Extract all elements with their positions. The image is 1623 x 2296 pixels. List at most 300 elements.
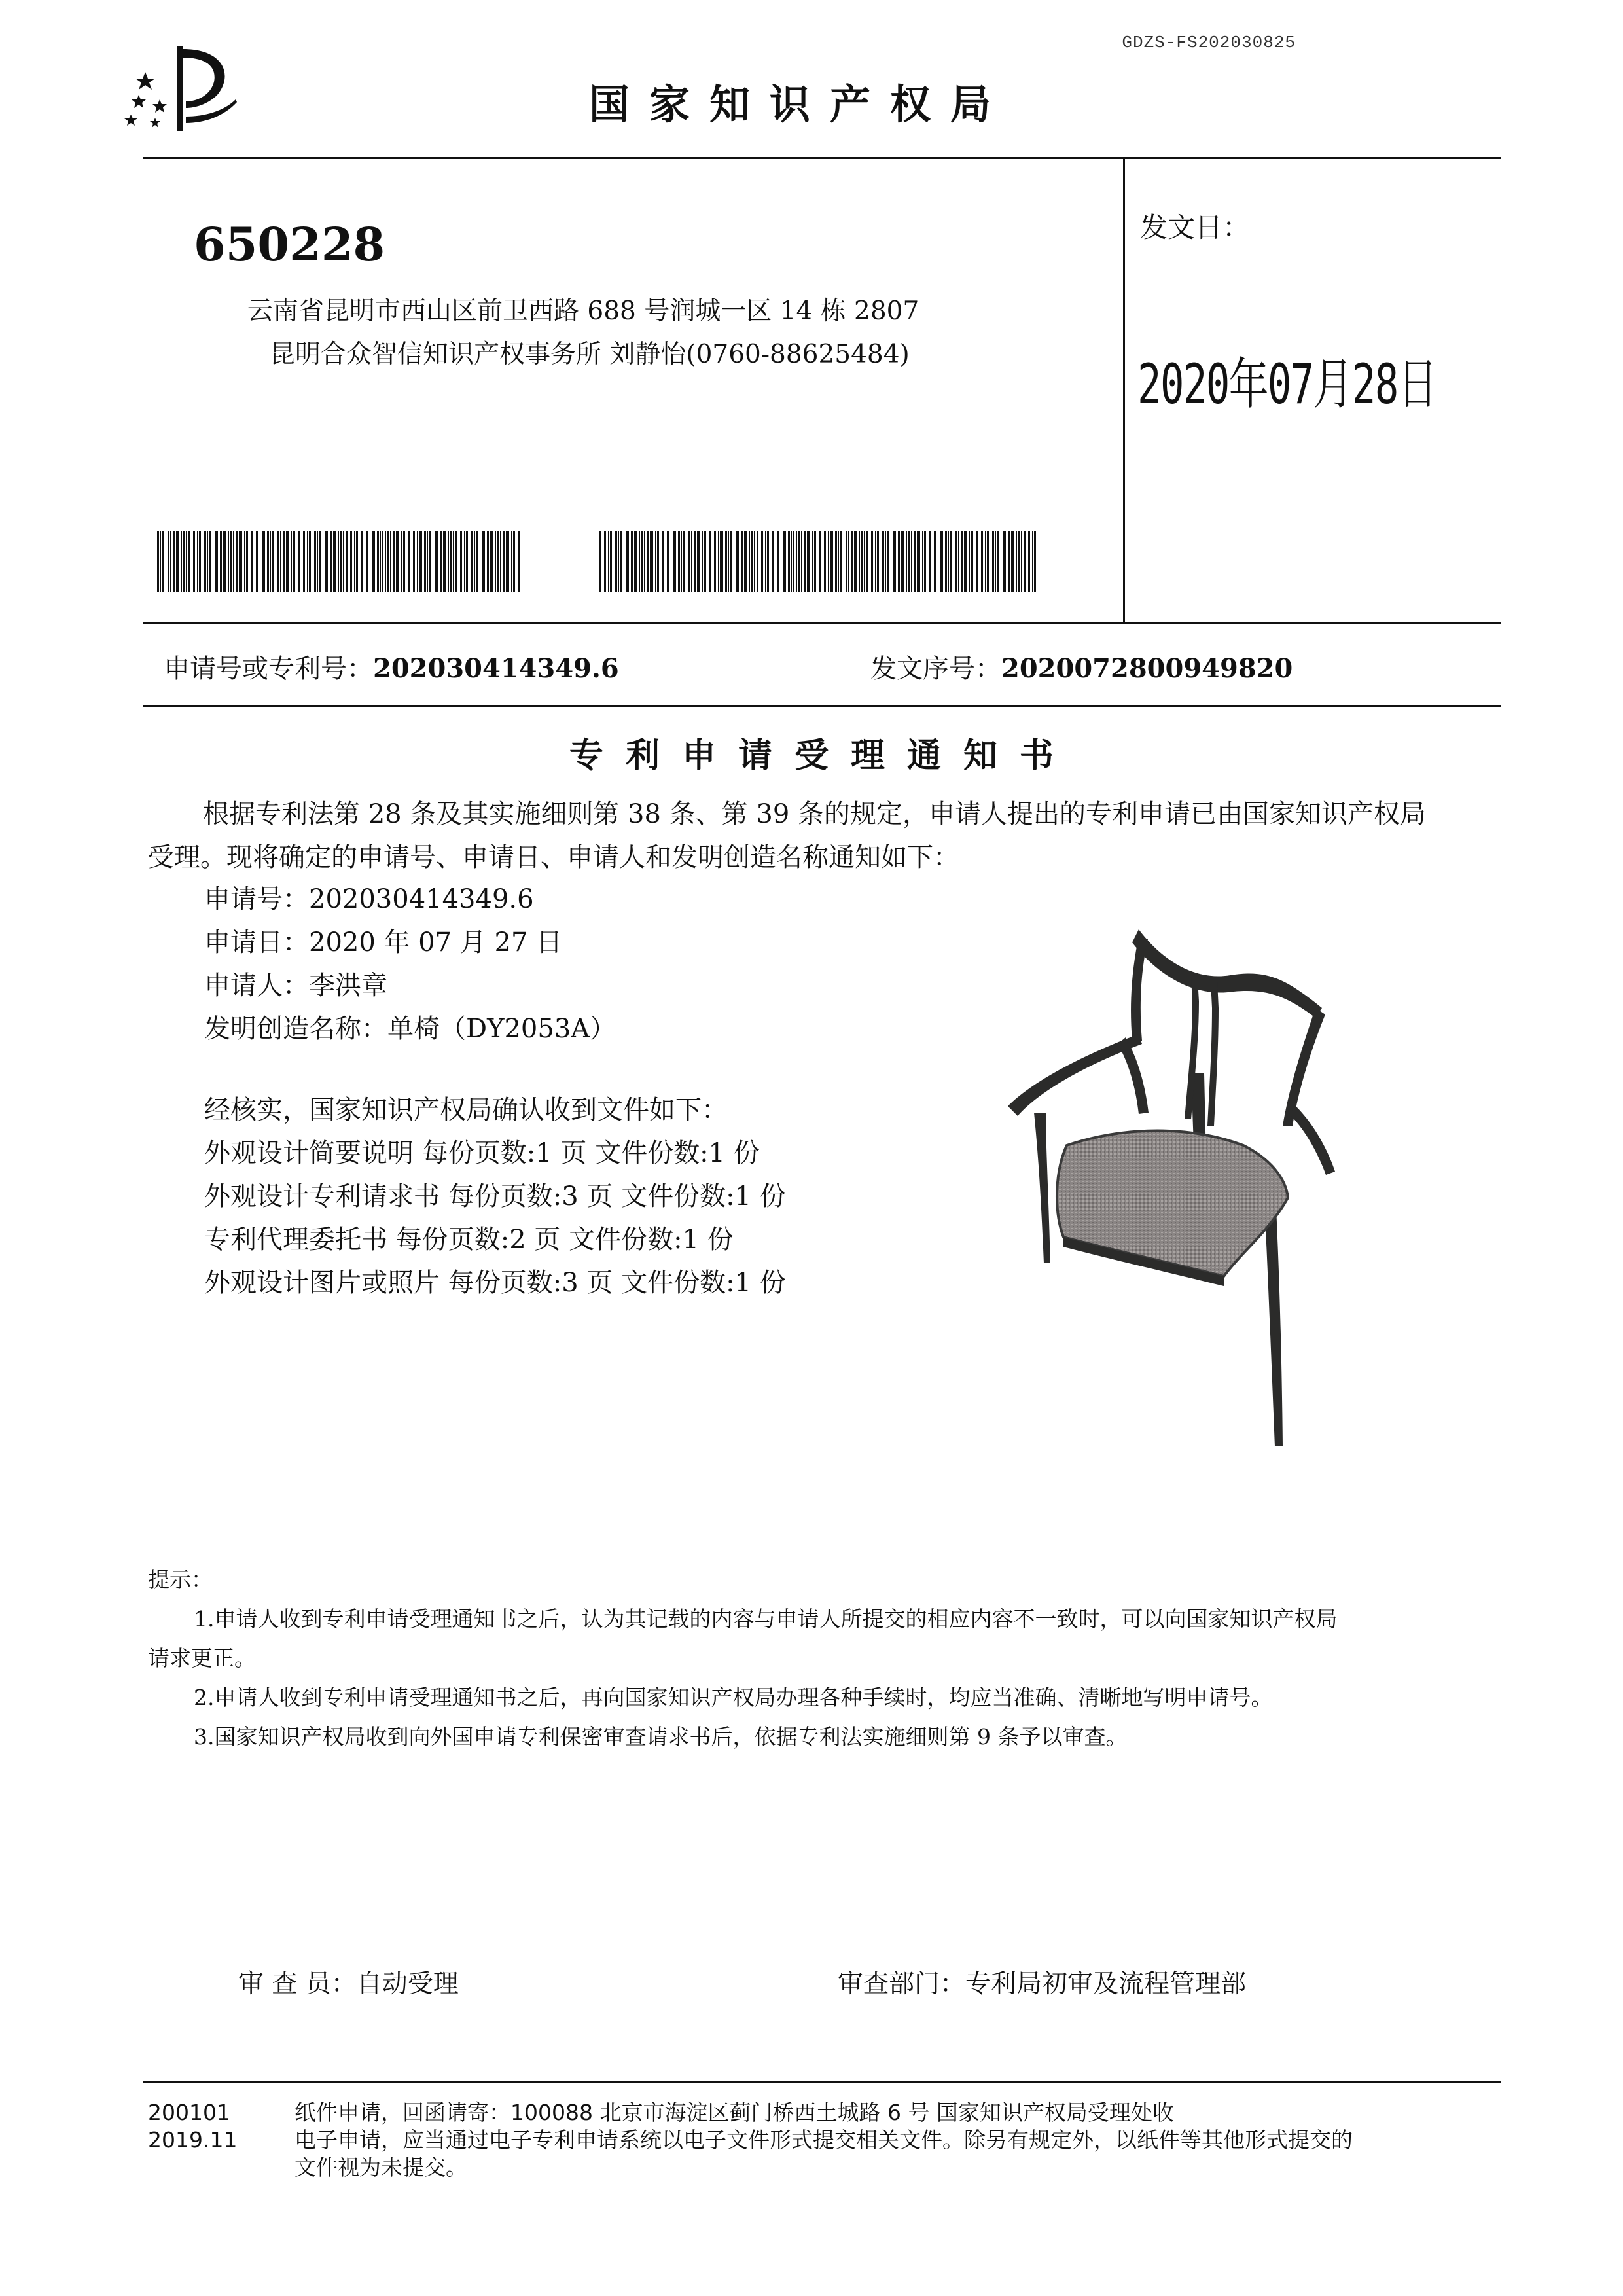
barcode-bar — [807, 531, 808, 592]
barcode-bar — [793, 531, 794, 592]
barcode-bar — [455, 531, 457, 592]
barcode-bar — [487, 531, 489, 592]
barcode-bar — [1008, 531, 1010, 592]
intro-line-2: 受理。现将确定的申请号、申请日、申请人和发明创造名称通知如下： — [148, 842, 959, 872]
barcode-bar — [197, 531, 198, 592]
barcode-bar — [940, 531, 942, 592]
barcode-bar — [513, 531, 515, 592]
barcode-bar — [437, 531, 438, 592]
barcode-bar — [474, 531, 475, 592]
barcode-bar — [801, 531, 802, 592]
barcode-bar — [460, 531, 462, 592]
barcode-bar — [343, 531, 344, 592]
barcode-bar — [812, 531, 813, 592]
barcode-bar — [240, 531, 242, 592]
barcode-bar — [948, 531, 949, 592]
barcode-bar — [1005, 531, 1006, 592]
barcode-bar — [244, 531, 245, 592]
barcode-bar — [635, 531, 637, 592]
barcode-bar — [964, 531, 965, 592]
header-divider — [143, 157, 1501, 159]
file-item: 外观设计专利请求书 每份页数:3 页 文件份数:1 份 — [204, 1181, 786, 1211]
barcode-bar — [840, 531, 842, 592]
barcode-bar — [160, 531, 161, 592]
barcode-bar — [599, 531, 601, 592]
barcode-bar — [450, 531, 452, 592]
barcode-bar — [650, 531, 651, 592]
barcode-bar — [804, 531, 806, 592]
barcode-bar — [626, 531, 628, 592]
barcode-bar — [618, 531, 619, 592]
recipient-agent: 昆明合众智信知识产权事务所 刘静怡(0760-88625484) — [270, 340, 910, 369]
barcode-bar — [749, 531, 750, 592]
barcode-bar — [298, 531, 300, 592]
barcode-bar — [471, 531, 473, 592]
barcode-bar — [848, 531, 849, 592]
barcode-bar — [942, 531, 943, 592]
barcode-bar — [610, 531, 612, 592]
barcode-bar — [361, 531, 363, 592]
barcode-bar — [824, 531, 826, 592]
barcode-left — [157, 531, 524, 592]
barcode-bar — [453, 531, 454, 592]
barcode-bar — [448, 531, 449, 592]
barcode-bar — [736, 531, 738, 592]
barcode-bar — [390, 531, 391, 592]
barcode-bar — [757, 531, 758, 592]
barcode-bar — [835, 531, 837, 592]
barcode-bar — [207, 531, 208, 592]
barcode-bar — [168, 531, 169, 592]
barcode-bar — [262, 531, 264, 592]
barcode-bar — [330, 531, 332, 592]
barcode-bar — [325, 531, 327, 592]
barcode-bar — [796, 531, 797, 592]
barcode-bar — [397, 531, 399, 592]
barcode-bar — [791, 531, 792, 592]
barcode-bar — [985, 531, 986, 592]
barcode-bar — [877, 531, 879, 592]
barcode-bar — [443, 531, 444, 592]
barcode-bar — [678, 531, 680, 592]
address-block-divider — [143, 622, 1501, 624]
barcode-bar — [730, 531, 732, 592]
barcode-bar — [965, 531, 967, 592]
barcode-bar — [828, 531, 829, 592]
barcode-bar — [435, 531, 437, 592]
barcode-bar — [981, 531, 983, 592]
barcode-bar — [293, 531, 295, 592]
barcode-bar — [309, 531, 311, 592]
barcode-bar — [272, 531, 274, 592]
barcode-bar — [620, 531, 622, 592]
barcode-bar — [922, 531, 923, 592]
barcode-bar — [855, 531, 857, 592]
barcode-bar — [875, 531, 876, 592]
barcode-bar — [851, 531, 853, 592]
barcode-bar — [854, 531, 855, 592]
barcode-bar — [270, 531, 271, 592]
barcode-bar — [1012, 531, 1014, 592]
barcode-bar — [177, 531, 179, 592]
issue-date: 2020年07月28日 — [1137, 352, 1436, 416]
barcode-bar — [291, 531, 292, 592]
barcode-bar — [387, 531, 389, 592]
barcode-bar — [866, 531, 868, 592]
barcode-bar — [350, 531, 352, 592]
barcode-bar — [832, 531, 833, 592]
barcode-bar — [785, 531, 786, 592]
barcode-bar — [319, 531, 321, 592]
barcode-bar — [745, 531, 747, 592]
barcode-bar — [340, 531, 342, 592]
recipient-address: 云南省昆明市西山区前卫西路 688 号润城一区 14 栋 2807 — [247, 296, 919, 326]
barcode-bar — [256, 531, 258, 592]
footer-divider — [143, 2081, 1501, 2083]
barcode-bar — [382, 531, 383, 592]
barcode-bar — [224, 531, 226, 592]
barcode-bar — [464, 531, 465, 592]
issue-date-label: 发文日： — [1140, 211, 1251, 243]
barcode-bar — [503, 531, 505, 592]
barcode-bar — [188, 531, 190, 592]
barcode-bar — [997, 531, 999, 592]
barcode-right — [599, 531, 1037, 592]
barcode-bar — [491, 531, 493, 592]
barcode-bar — [217, 531, 218, 592]
barcode-bar — [421, 531, 422, 592]
barcode-bar — [377, 531, 379, 592]
barcode-bar — [688, 531, 690, 592]
barcode-bar — [861, 531, 863, 592]
footer-paper-notice: 纸件申请，回函请寄：100088 北京市海淀区蓟门桥西土城路 6 号 国家知识产权局受理处收 — [294, 2100, 1174, 2125]
barcode-bar — [704, 531, 706, 592]
barcode-bar — [303, 531, 305, 592]
barcode-bar — [356, 531, 358, 592]
barcode-bar — [380, 531, 381, 592]
barcode-bar — [608, 531, 609, 592]
barcode-bar — [338, 531, 339, 592]
barcode-bar — [631, 531, 633, 592]
barcode-bar — [718, 531, 719, 592]
issue-column-divider — [1123, 157, 1125, 623]
barcode-bar — [955, 531, 957, 592]
barcode-bar — [372, 531, 374, 592]
barcode-bar — [697, 531, 698, 592]
barcode-bar — [722, 531, 723, 592]
barcode-bar — [424, 531, 426, 592]
serial-number-label: 发文序号： — [870, 654, 1001, 684]
barcode-bar — [950, 531, 952, 592]
barcode-bar — [929, 531, 931, 592]
barcode-bar — [902, 531, 904, 592]
tip-1-line-1: 1.申请人收到专利申请受理通知书之后，认为其记载的内容与申请人所提交的相应内容不一致时，可以向国家知识产权局 — [194, 1606, 1338, 1632]
barcode-bar — [427, 531, 428, 592]
barcode-bar — [702, 531, 703, 592]
barcode-bar — [401, 531, 402, 592]
barcode-bar — [466, 531, 468, 592]
tip-2: 2.申请人收到专利申请受理通知书之后，再向国家知识产权局办理各种手续时，均应当准确、清晰地写明申请号。 — [194, 1685, 1273, 1710]
barcode-bar — [334, 531, 336, 592]
tips-heading: 提示： — [148, 1567, 213, 1592]
barcode-bar — [1032, 531, 1033, 592]
cnipa-logo-icon — [119, 39, 243, 131]
barcode-bar — [157, 531, 159, 592]
barcode-bar — [738, 531, 739, 592]
barcode-bar — [901, 531, 902, 592]
barcode-bar — [720, 531, 722, 592]
barcode-bar — [976, 531, 978, 592]
chair-photo — [1008, 910, 1433, 1460]
file-item: 外观设计简要说明 每份页数:1 页 文件份数:1 份 — [204, 1138, 760, 1168]
barcode-bar — [170, 531, 171, 592]
barcode-bar — [215, 531, 217, 592]
barcode-bar — [239, 531, 240, 592]
examination-department: 审查部门：专利局初审及流程管理部 — [838, 1969, 1247, 1999]
barcode-bar — [662, 531, 664, 592]
field-application-date: 申请日：2020 年 07 月 27 日 — [204, 927, 563, 958]
barcode-bar — [193, 531, 195, 592]
barcode-bar — [958, 531, 959, 592]
barcode-bar — [683, 531, 685, 592]
barcode-bar — [283, 531, 285, 592]
document-code: GDZS-FS202030825 — [1122, 33, 1296, 52]
barcode-bar — [641, 531, 643, 592]
barcode-bar — [403, 531, 405, 592]
barcode-bar — [385, 531, 386, 592]
tip-1-line-2: 请求更正。 — [148, 1645, 256, 1671]
examiner: 审 查 员：自动受理 — [238, 1969, 459, 1999]
barcode-bar — [162, 531, 164, 592]
barcode-bar — [1034, 531, 1036, 592]
footer-electronic-notice: 电子申请，应当通过电子专利申请系统以电子文件形式提交相关文件。除另有规定外，以纸件等其他形式提交的 — [294, 2127, 1353, 2153]
barcode-bar — [808, 531, 810, 592]
files-intro: 经核实，国家知识产权局确认收到文件如下： — [204, 1095, 728, 1125]
barcode-bar — [429, 531, 431, 592]
barcode-bar — [366, 531, 368, 592]
barcode-bar — [864, 531, 865, 592]
barcode-bar — [772, 531, 774, 592]
barcode-bar — [230, 531, 232, 592]
serial-number-value: 2020072800949820 — [1001, 653, 1293, 684]
barcode-bar — [615, 531, 617, 592]
barcode-bar — [264, 531, 265, 592]
tip-3: 3.国家知识产权局收到向外国申请专利保密审查请求书后，依据专利法实施细则第 9 条予以审查。 — [194, 1724, 1128, 1749]
barcode-bar — [604, 531, 606, 592]
barcode-bar — [223, 531, 224, 592]
footer-electronic-notice-cont: 文件视为未提交。 — [294, 2155, 467, 2180]
barcode-bar — [924, 531, 926, 592]
field-applicant: 申请人：李洪章 — [204, 971, 387, 1001]
barcode-bar — [246, 531, 248, 592]
barcode-bar — [709, 531, 711, 592]
barcode-bar — [1016, 531, 1017, 592]
barcode-bar — [814, 531, 816, 592]
barcode-bar — [1018, 531, 1020, 592]
barcode-bar — [181, 531, 182, 592]
barcode-bar — [934, 531, 936, 592]
barcode-bar — [906, 531, 907, 592]
barcode-bar — [761, 531, 763, 592]
barcode-bar — [882, 531, 884, 592]
barcode-bar — [204, 531, 206, 592]
barcode-bar — [233, 531, 234, 592]
barcode-bar — [327, 531, 328, 592]
barcode-bar — [1011, 531, 1012, 592]
barcode-bar — [228, 531, 229, 592]
barcode-bar — [346, 531, 348, 592]
barcode-bar — [236, 531, 238, 592]
barcode-bar — [767, 531, 769, 592]
barcode-bar — [314, 531, 316, 592]
serial-number — [870, 648, 1293, 685]
application-number — [164, 648, 619, 685]
barcode-bar — [694, 531, 696, 592]
barcode-bar — [819, 531, 821, 592]
barcode-bar — [987, 531, 989, 592]
barcode-bar — [691, 531, 692, 592]
barcode-bar — [971, 531, 973, 592]
barcode-bar — [895, 531, 896, 592]
barcode-bar — [777, 531, 779, 592]
barcode-bar — [1003, 531, 1005, 592]
barcode-bar — [396, 531, 397, 592]
barcode-bar — [628, 531, 629, 592]
barcode-bar — [673, 531, 675, 592]
document-title: 专利申请受理通知书 — [569, 736, 1076, 776]
barcode-bar — [267, 531, 269, 592]
barcode-bar — [992, 531, 994, 592]
barcode-bar — [744, 531, 745, 592]
barcode-bar — [893, 531, 895, 592]
barcode-bar — [251, 531, 253, 592]
barcode-bar — [408, 531, 410, 592]
barcode-bar — [307, 531, 308, 592]
barcode-bar — [507, 531, 509, 592]
barcode-bar — [846, 531, 847, 592]
barcode-bar — [754, 531, 755, 592]
barcode-bar — [186, 531, 187, 592]
barcode-bar — [765, 531, 766, 592]
barcode-bar — [482, 531, 484, 592]
barcode-bar — [497, 531, 499, 592]
barcode-bar — [183, 531, 185, 592]
barcode-bar — [280, 531, 281, 592]
barcode-bar — [440, 531, 442, 592]
intro-line-1: 根据专利法第 28 条及其实施细则第 38 条、第 39 条的规定，申请人提出的专利申请已由国家知识产权局 — [203, 799, 1426, 829]
barcode-bar — [911, 531, 912, 592]
barcode-bar — [639, 531, 640, 592]
barcode-bar — [917, 531, 918, 592]
barcode-bar — [333, 531, 334, 592]
barcode-bar — [657, 531, 659, 592]
barcode-bar — [199, 531, 201, 592]
barcode-bar — [511, 531, 512, 592]
field-design-name: 发明创造名称：单椅（DY2053A） — [204, 1014, 616, 1044]
barcode-bar — [495, 531, 496, 592]
barcode-bar — [490, 531, 491, 592]
barcode-bar — [317, 531, 318, 592]
barcode-bar — [675, 531, 676, 592]
form-version: 2019.11 — [148, 2127, 238, 2153]
field-application-number: 申请号：202030414349.6 — [204, 884, 534, 914]
barcode-bar — [918, 531, 920, 592]
postcode: 650228 — [194, 217, 385, 272]
barcode-bar — [838, 531, 839, 592]
barcode-bar — [518, 531, 520, 592]
barcode-bar — [1024, 531, 1026, 592]
barcode-bar — [751, 531, 753, 592]
title-divider — [143, 705, 1501, 707]
barcode-bar — [798, 531, 800, 592]
barcode-bar — [644, 531, 645, 592]
barcode-bar — [969, 531, 970, 592]
barcode-bar — [506, 531, 507, 592]
form-code: 200101 — [148, 2100, 230, 2125]
barcode-bar — [728, 531, 729, 592]
application-number-value: 202030414349.6 — [373, 653, 619, 684]
barcode-bar — [908, 531, 910, 592]
barcode-bar — [887, 531, 889, 592]
barcode-bar — [651, 531, 653, 592]
barcode-bar — [885, 531, 886, 592]
barcode-bar — [476, 531, 478, 592]
barcode-bar — [898, 531, 900, 592]
barcode-bar — [1021, 531, 1022, 592]
barcode-bar — [444, 531, 446, 592]
barcode-bar — [995, 531, 996, 592]
barcode-bar — [286, 531, 287, 592]
barcode-bar — [859, 531, 860, 592]
barcode-bar — [714, 531, 716, 592]
barcode-bar — [667, 531, 669, 592]
barcode-bar — [354, 531, 355, 592]
application-number-label: 申请号或专利号： — [164, 654, 373, 684]
barcode-bar — [1028, 531, 1030, 592]
barcode-bar — [176, 531, 177, 592]
barcode-bar — [393, 531, 395, 592]
barcode-bar — [783, 531, 785, 592]
barcode-bar — [419, 531, 421, 592]
barcode-bar — [484, 531, 485, 592]
barcode-bar — [500, 531, 501, 592]
barcode-bar — [173, 531, 175, 592]
barcode-bar — [681, 531, 682, 592]
barcode-bar — [961, 531, 963, 592]
office-name: 国家知识产权局 — [589, 81, 1011, 128]
barcode-bar — [209, 531, 211, 592]
barcode-bar — [287, 531, 289, 592]
barcode-bar — [945, 531, 947, 592]
barcode-bar — [417, 531, 418, 592]
barcode-bar — [220, 531, 222, 592]
barcode-bar — [374, 531, 375, 592]
barcode-bar — [914, 531, 916, 592]
barcode-bar — [698, 531, 700, 592]
barcode-bar — [741, 531, 743, 592]
barcode-bar — [634, 531, 635, 592]
barcode-bar — [830, 531, 832, 592]
barcode-bar — [871, 531, 873, 592]
barcode-bar — [277, 531, 279, 592]
barcode-bar — [655, 531, 656, 592]
barcode-bar — [725, 531, 727, 592]
barcode-bar — [413, 531, 415, 592]
barcode-bar — [647, 531, 649, 592]
file-item: 专利代理委托书 每份页数:2 页 文件份数:1 份 — [204, 1225, 734, 1255]
file-item: 外观设计图片或照片 每份页数:3 页 文件份数:1 份 — [204, 1268, 786, 1298]
barcode-bar — [788, 531, 790, 592]
